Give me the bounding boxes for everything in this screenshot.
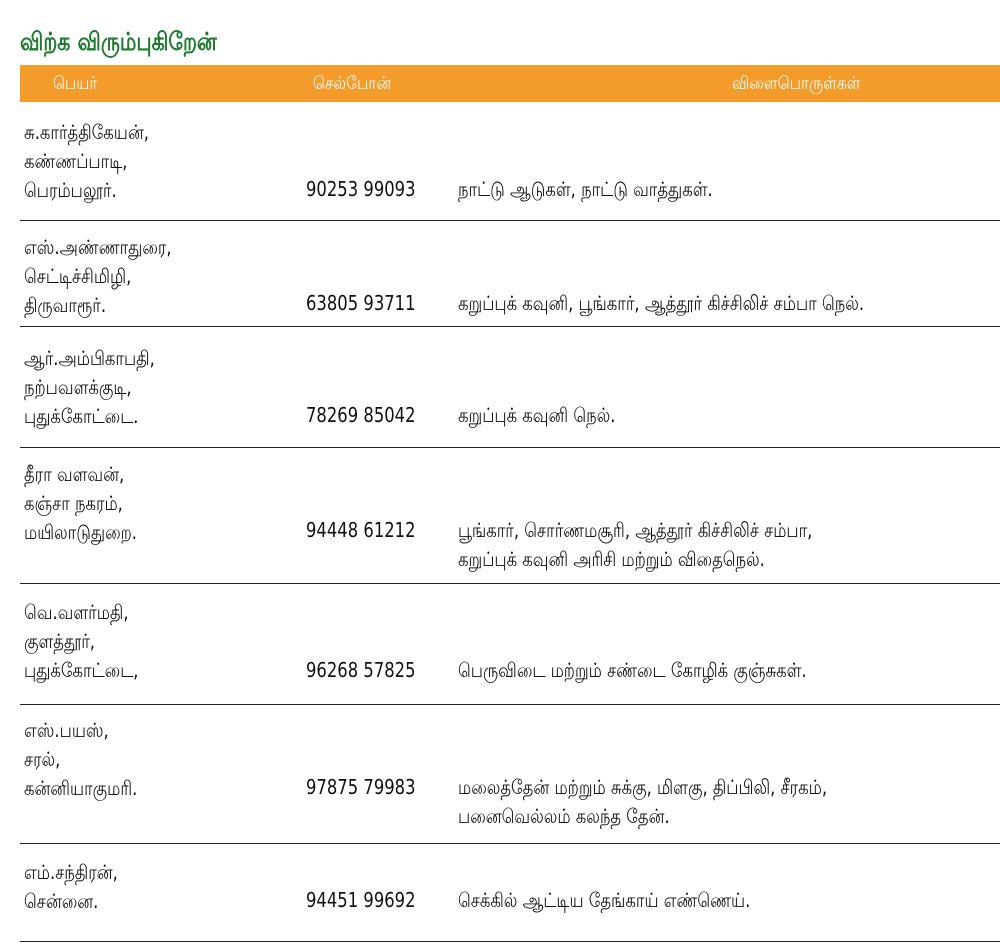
seller-name-address [24, 344, 155, 431]
name-address-line: திருவாரூர். [24, 293, 107, 317]
name-address-line: குளத்தூர், [24, 629, 96, 653]
name-address-line: மயிலாடுதுறை. [24, 520, 137, 544]
table-row [20, 584, 1000, 705]
name-address-line: கண்ணப்பாடி, [24, 149, 128, 173]
seller-name-address [24, 858, 118, 916]
name-address-line: செட்டிச்சிமிழி, [24, 264, 132, 288]
seller-phone: 97875 79983 [306, 775, 416, 799]
seller-products [458, 401, 615, 430]
seller-products [458, 773, 827, 831]
name-address-line: சு.கார்த்திகேயன், [24, 120, 149, 144]
table-row [20, 705, 1000, 844]
name-address-line: சரல், [24, 747, 61, 771]
name-address-line: கஞ்சா நகரம், [24, 491, 123, 515]
seller-products [458, 656, 807, 685]
seller-products [458, 516, 812, 574]
product-line: செக்கில் ஆட்டிய தேங்காய் எண்ணெய். [458, 888, 751, 912]
table-row [20, 448, 1000, 584]
name-address-line: புதுக்கோட்டை. [24, 404, 139, 428]
column-header-phone: செல்போன் [313, 73, 392, 94]
name-address-line: தீரா வளவன், [24, 462, 125, 486]
product-line: கறுப்புக் கவுனி நெல். [458, 403, 616, 427]
seller-products [458, 175, 713, 204]
seller-phone: 78269 85042 [306, 403, 416, 427]
seller-phone: 90253 99093 [306, 177, 416, 201]
name-address-line: எம்.சந்திரன், [24, 860, 118, 884]
table-header [20, 65, 1000, 102]
product-line: மலைத்தேன் மற்றும் சுக்கு, மிளகு, திப்பிலி, சீரகம், [458, 775, 828, 799]
seller-products [458, 886, 750, 915]
name-address-line: நற்பவளக்குடி, [24, 375, 132, 399]
seller-name-address [24, 598, 138, 685]
seller-name-address [24, 460, 137, 547]
table-row [20, 844, 1000, 942]
seller-products [458, 289, 864, 318]
seller-phone: 94451 99692 [306, 888, 416, 912]
seller-name-address [24, 716, 137, 803]
name-address-line: சென்னை. [24, 889, 99, 913]
name-address-line: கன்னியாகுமரி. [24, 776, 138, 800]
name-address-line: பெரம்பலூர். [24, 178, 117, 202]
product-line: கறுப்புக் கவுனி, பூங்கார், ஆத்தூர் கிச்சிலிச் சம்பா நெல். [458, 291, 865, 315]
table-row [20, 327, 1000, 448]
seller-phone: 94448 61212 [306, 518, 416, 542]
seller-phone: 96268 57825 [306, 658, 416, 682]
product-line: பூங்கார், சொர்ணமசூரி, ஆத்தூர் கிச்சிலிச் சம்பா, [458, 518, 813, 542]
product-line: பெருவிடை மற்றும் சண்டை கோழிக் குஞ்சுகள். [458, 658, 807, 682]
column-header-products: விளைபொருள்கள் [732, 73, 861, 94]
name-address-line: வெ.வளர்மதி, [24, 600, 129, 624]
product-line: நாட்டு ஆடுகள், நாட்டு வாத்துகள். [458, 177, 713, 201]
name-address-line: ஆர்.அம்பிகாபதி, [24, 346, 155, 370]
seller-name-address [24, 233, 172, 320]
seller-phone: 63805 93711 [306, 291, 416, 315]
column-header-name: பெயர் [53, 73, 98, 94]
name-address-line: எஸ்.அண்ணாதுரை, [24, 235, 172, 259]
product-line: கறுப்புக் கவுனி அரிசி மற்றும் விதைநெல். [458, 547, 765, 571]
name-address-line: எஸ்.பயஸ், [24, 718, 109, 742]
seller-name-address [24, 118, 149, 205]
product-line: பனைவெல்லம் கலந்த தேன். [458, 804, 670, 828]
page-title: விற்க விரும்புகிறேன் [20, 27, 217, 56]
table-row [20, 221, 1000, 327]
name-address-line: புதுக்கோட்டை, [24, 658, 139, 682]
table-row [20, 102, 1000, 221]
